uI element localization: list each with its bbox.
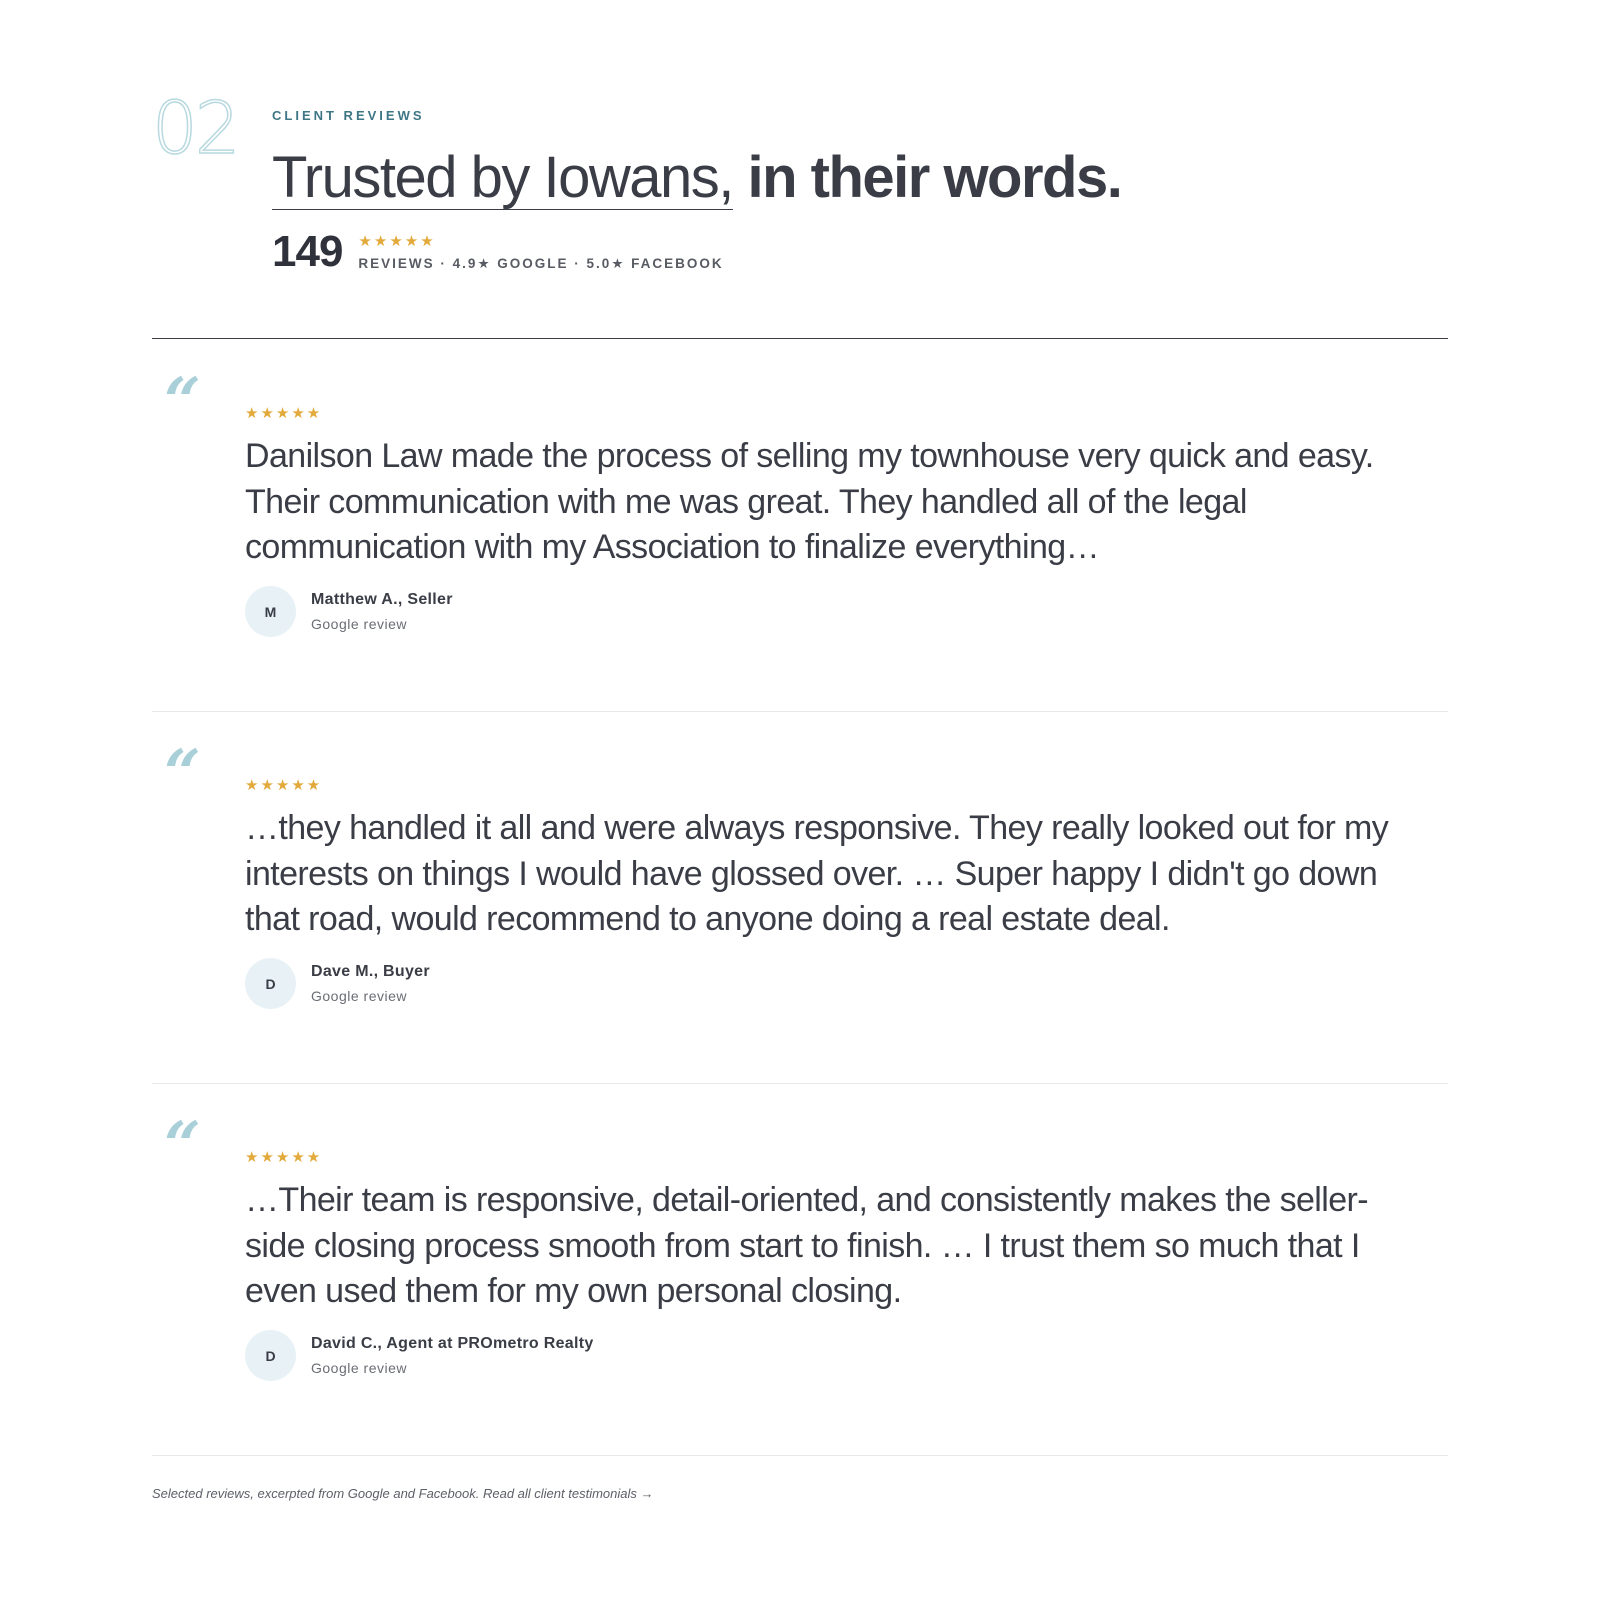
- eyebrow-label: CLIENT REVIEWS: [272, 108, 425, 123]
- star-rating-icon: ★★★★★: [358, 232, 436, 250]
- section-header: [272, 108, 1372, 276]
- footnote-text: Selected reviews, excerpted from Google and Facebook.: [152, 1486, 483, 1501]
- author-name: David C., Agent at PROmetro Realty: [311, 1335, 594, 1352]
- author-name: Matthew A., Seller: [311, 591, 453, 608]
- review-source: Google review: [311, 616, 407, 632]
- review-source: Google review: [311, 1360, 407, 1376]
- author-info: [311, 962, 430, 1005]
- quote-icon: “: [164, 1108, 201, 1183]
- rating-summary: [272, 228, 1372, 276]
- star-rating-icon: ★★★★★: [245, 1148, 323, 1166]
- review-divider: [152, 711, 1448, 712]
- review-divider: [152, 1083, 1448, 1084]
- rating-sources: REVIEWS · 4.9★ GOOGLE · 5.0★ FACEBOOK: [358, 256, 724, 271]
- review-author: [245, 1330, 594, 1381]
- section-number: 02: [152, 86, 238, 170]
- review-count: 149: [272, 227, 343, 276]
- author-info: [311, 1334, 594, 1377]
- quote-icon: “: [164, 736, 201, 811]
- star-rating-icon: ★★★★★: [245, 776, 323, 794]
- review-author: [245, 958, 430, 1009]
- review-text: …Their team is responsive, detail-oriented, and consistently makes the seller-side closing process smooth from start to finish. … I trust them so much that I even used them for my own personal closing.: [245, 1181, 1368, 1310]
- avatar: D: [245, 958, 296, 1009]
- rating-meta: [358, 232, 723, 272]
- review-text: …they handled it all and were always responsive. They really looked out for my interests on things I would have glossed over. … Super happy I didn't go down that road, would recommend to anyone doing a real estate deal.: [245, 809, 1389, 938]
- review-divider: [152, 1455, 1448, 1456]
- quote-icon: “: [164, 364, 201, 439]
- headline-light: Trusted by Iowans,: [272, 145, 733, 210]
- author-name: Dave M., Buyer: [311, 963, 430, 980]
- read-all-testimonials-link[interactable]: Read all client testimonials →: [482, 1486, 654, 1501]
- page-title: [272, 146, 1372, 210]
- author-info: [311, 590, 453, 633]
- review-text: Danilson Law made the process of selling my townhouse very quick and easy. Their communication with me was great. They handled all of the legal communication with my Association to finalize everything…: [245, 437, 1374, 566]
- review-author: [245, 586, 453, 637]
- footnote: [152, 1485, 654, 1503]
- headline-bold: in their words.: [747, 145, 1122, 210]
- review-source: Google review: [311, 988, 407, 1004]
- header-divider: [152, 338, 1448, 339]
- avatar: D: [245, 1330, 296, 1381]
- star-rating-icon: ★★★★★: [245, 404, 323, 422]
- avatar: M: [245, 586, 296, 637]
